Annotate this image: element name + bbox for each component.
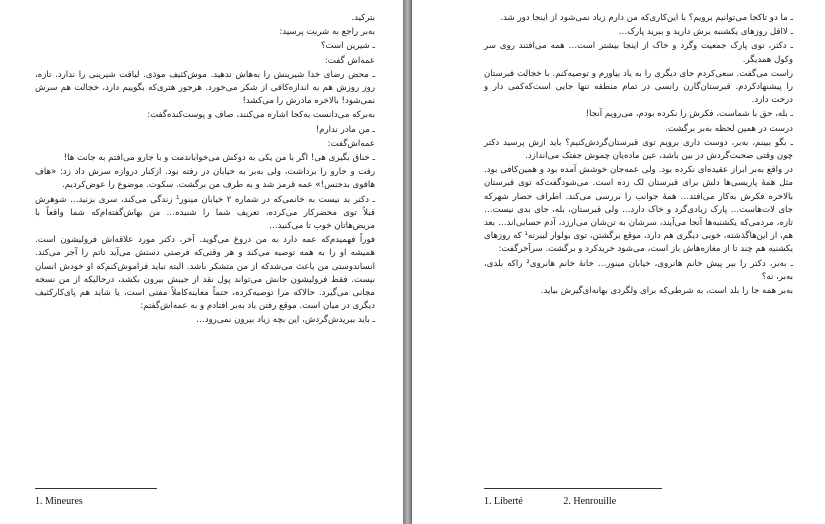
right-page [412,0,825,524]
right-page-body [484,12,793,299]
paragraph: ـ دکتر، توی پارک جمعیت وگرد و خاک از اینجا بیشتر است… همه می‌افتند روی سر وکول همدیگر. [484,41,793,65]
paragraph: به‌برکه می‌دانست به‌کجا اشاره می‌کنند، صاف و پوست‌کنده‌گفت: [147,110,375,121]
paragraph: ـ ما دو تاکجا می‌توانیم برویم؟ با این‌کاری‌که من دارم زیاد نمی‌شود از اینجا دور شد. [500,13,793,23]
footnote: 1. Mineures [35,496,83,507]
paragraph: به‌بر همه جا را بلد است، به شرطی‌که برای ولگردی بهانه‌ای‌گیرش بیاید. [540,286,793,297]
paragraph: ـ خناق بگیری هی! اگر با من یکی به دوکش می‌خواباندمت و با جارو می‌افتم به جانت ها! [63,153,375,164]
footnote: 2. Henrouille [563,496,617,507]
paragraph: ـ بگو ببینم، به‌بر، دوست داری برویم توی قبرستان‌گردش‌کنیم؟ باید ازش پرسید دکتر چون وقتی صحبت‌گردش در بین باشد، عین ماده‌یان چموش جفتک می‌اندازد. [484,137,793,162]
paragraph: ـ بله، حق با شماست، فکرش را نکرده بودم، می‌رویم آنجا! [585,109,793,120]
paragraph: بترکید. [351,13,375,23]
footnote-rule [484,488,662,489]
footnotes [35,496,121,507]
paragraph: رفت و جارو را برداشت، ولی به‌بر به خیابان در رفته بود. از‌کنار دروازه سرش داد زد: «هاف هافوی بدجنس!» عمه قرمز شد و به طرف من برگشت. سکوت. موضوع را عوض‌کردیم. [35,167,375,191]
footnote-rule [35,488,157,489]
paragraph: فوراً فهمیدم‌که عمه دارد به من دروغ می‌گوید. آخر، دکتر مورد علاقه‌اش فرولیشون است. همیشه او را به همه توصیه می‌کند و هر وقتی‌که فرصتی دستش می‌آید تا‌تم را آجر می‌کند. انساندوستی من باعث می‌شد‌که از من متشکر باشد. البته تباید فراموش‌کنم‌که او خودش انسان نیست. فقط فرولیشون جانش می‌تواند پول نقد از جیبش بیرون بکشد، درحالیکه از من نسخه مجانی می‌گیرد. حالاکه مرا توصیه‌کرده، حتماً معاینه‌کاملاً مفتی است، یا شاید هم پای‌کارکثیف دیگری در میان است. موقع رفتن باد به‌بر افتادم و به عمه‌اش‌گفتم: [35,235,375,312]
paragraph: ـ شیرین است؟ [320,41,375,52]
footnotes [484,496,654,507]
paragraph: ـ من مادر ندارم! [315,124,375,135]
paragraph: به‌بر راجع به شربت پرسید: [279,27,375,38]
paragraph: ـ محض رضای خدا شیرینش را به‌هاش ندهید. موش‌کثیف موذی. لیاقت شیرینی را ندارد. تازه، روز روزش هم به اندازه‌کافی از شکر می‌خورد. هرجور هتری‌که بگوییم دارد، خجالت هم سرش نمی‌شود! بالاخره مادرش را می‌کشد! [35,69,375,107]
page-gutter [403,0,412,524]
paragraph: در واقع به‌بر ابراز عقیده‌ای نکرده بود. ولی عمه‌جان خوشش آمده بود و همین‌کافی بود. مثل همهٔ پاریسی‌ها دلش برای قبرستان لک زده است. می‌شودگفت‌که توی قبرستان بالاخره فکرش به‌کار می‌افتد… همهٔ جوانب را بررسی می‌کند. اطراف حصار شهرکه جای لات‌هاست… پارک زیادی‌گرد و خاک دارد… ولی قبرستان، بله، جای بدی نیست… تازه، مردمی‌که یکشنبه‌ها آنجا می‌آیند، سرشان به تن‌شان می‌ارزد، آدم حسابی‌اند… بعد هم، از این‌ها‌گذشته، خوبی دیگری هم دارد، موقع برگشتن، توی بولوار لیبرته¹ که روزهای یکشنبه هم چند تا از مغازه‌هاش باز است، می‌شود خریدکرد و برگشت. سرآخرگفت: [484,165,793,255]
paragraph: درست در همین لحظه به‌بر برگشت. [665,123,793,134]
paragraph: عمه‌اش‌گفت: [327,138,375,149]
paragraph: عمه‌اش گفت: [324,55,375,66]
paragraph: راست می‌گفت. سعی‌کردم جای دیگری را به یاد بیاورم و توصیه‌کنم. با خجالت قبرستان را پیشنهادکردم. قبرستان‌گارن رانسی در تمام منطقه تنها جایی است‌که‌کمی دار و درخت دارد. [484,68,793,106]
paragraph: ـ لااقل روزهای یکشنبه برش دارید و ببرید پارک… [618,27,793,38]
left-page-body [35,12,375,329]
paragraph: ـ به‌بر، دکتر را ببر پیش خانم هانروی، خیابان مینور… خانهٔ خانم هانروی² راکه بلدی، به‌بر، نه؟ [484,258,794,282]
paragraph: ـ باید ببریدش‌گردش، این بچه زیاد بیرون نمی‌رود… [196,315,375,326]
paragraph: ـ دکتر بد نیست به خانمی‌که در شماره ۲ خیابان مینور¹ زندگی می‌کند، سری بزنید… شوهرش قبلاً توی محضر‌کار می‌کرده، تعریف شما را شنیده… من بهاش‌گفته‌ام‌که شما واقعاً با مریض‌هاتان خوب تا می‌کنید… [35,194,375,232]
left-page [0,0,403,524]
footnote: 1. Liberté [484,496,523,507]
